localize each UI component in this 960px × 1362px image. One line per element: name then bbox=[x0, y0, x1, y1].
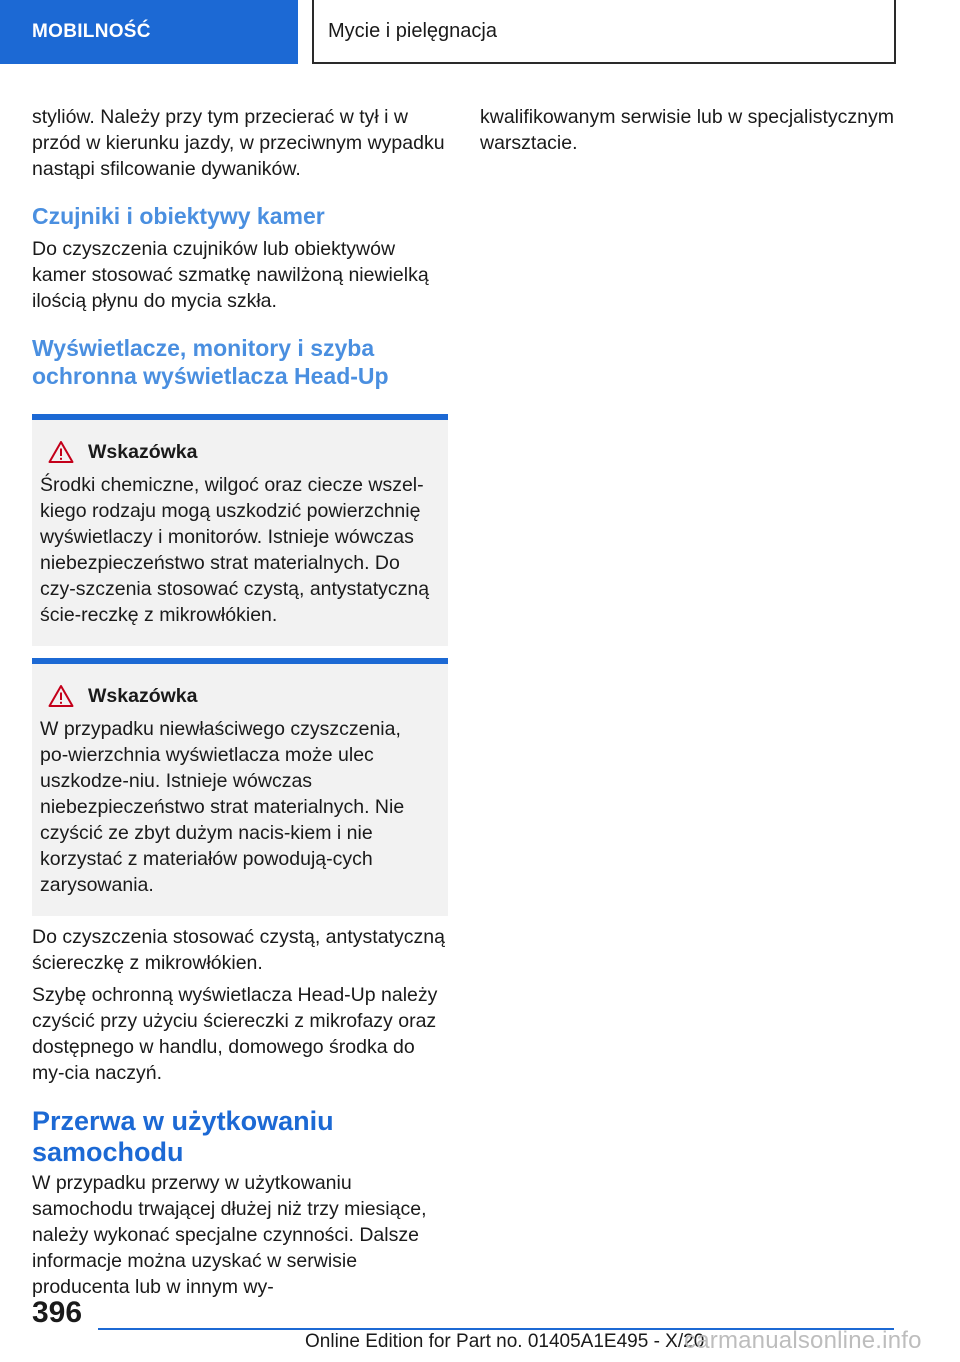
chapter-label: MOBILNOŚĆ bbox=[32, 21, 151, 42]
warning-header bbox=[40, 684, 432, 708]
edition-note: Online Edition for Part no. 01405A1E495 - X/20 bbox=[305, 1331, 705, 1352]
warning-triangle-icon bbox=[48, 684, 74, 708]
chapter-tab bbox=[0, 0, 298, 64]
warning-title: Wskazówka bbox=[88, 440, 198, 463]
displays-paragraph-2: Szybę ochronną wyświetlacza Head-Up należy czyścić przy użyciu ściereczki z mikrofazy oraz dostępnego w handlu, domowego środka do my-cia naczyń. bbox=[32, 984, 438, 1084]
section-header bbox=[312, 0, 896, 64]
warning-text: Środki chemiczne, wilgoć oraz ciecze wszel-kiego rodzaju mogą uszkodzić powierzchnię wyświetlaczy i monitorów. Istnieje wówczas niebezpieczeństwo strat materialnych. Do czy-szczenia stosować czystą, antystatyczną ście-reczkę z mikrowłókien. bbox=[40, 474, 430, 626]
vehicle-pause-heading: Przerwa w użytkowaniu samochodu bbox=[32, 1106, 334, 1167]
continuation-paragraph: kwalifikowanym serwisie lub w specjalistycznym warsztacie. bbox=[480, 106, 894, 154]
warning-title: Wskazówka bbox=[88, 684, 198, 707]
section-title: Mycie i pielęgnacja bbox=[328, 19, 497, 42]
warning-box-cleaning bbox=[32, 658, 448, 916]
intro-paragraph: styliów. Należy przy tym przecierać w tył i w przód w kierunku jazdy, w przeciwnym wypadku nastąpi sfilcowanie dywaników. bbox=[32, 106, 445, 180]
sensors-heading: Czujniki i obiektywy kamer bbox=[32, 203, 325, 229]
right-column bbox=[480, 104, 896, 162]
warning-header bbox=[40, 440, 432, 464]
displays-heading: Wyświetlacze, monitory i szyba ochronna wyświetlacza Head-Up bbox=[32, 335, 389, 389]
left-column bbox=[32, 104, 448, 1306]
watermark: carmanualsonline.info bbox=[684, 1327, 922, 1354]
sensors-paragraph: Do czyszczenia czujników lub obiektywów kamer stosować szmatkę nawilżoną niewielką ilością płynu do mycia szkła. bbox=[32, 238, 429, 312]
warning-triangle-icon bbox=[48, 440, 74, 464]
warning-box-chemicals bbox=[32, 414, 448, 646]
warning-text: W przypadku niewłaściwego czyszczenia, po-wierzchnia wyświetlacza może ulec uszkodze-niu. Istnieje wówczas niebezpieczeństwo strat materialnych. Nie czyścić ze zbyt dużym nacis-kiem i nie korzystać z materiałów powodują-cych zarysowania. bbox=[40, 718, 405, 896]
page-number: 396 bbox=[32, 1296, 83, 1329]
vehicle-pause-paragraph: W przypadku przerwy w użytkowaniu samochodu trwającej dłużej niż trzy miesiące, należy wykonać specjalne czynności. Dalsze informacje można uzyskać w serwisie producenta lub w innym wy- bbox=[32, 1172, 427, 1298]
displays-paragraph-1: Do czyszczenia stosować czystą, antystatyczną ściereczkę z mikrowłókien. bbox=[32, 926, 445, 974]
